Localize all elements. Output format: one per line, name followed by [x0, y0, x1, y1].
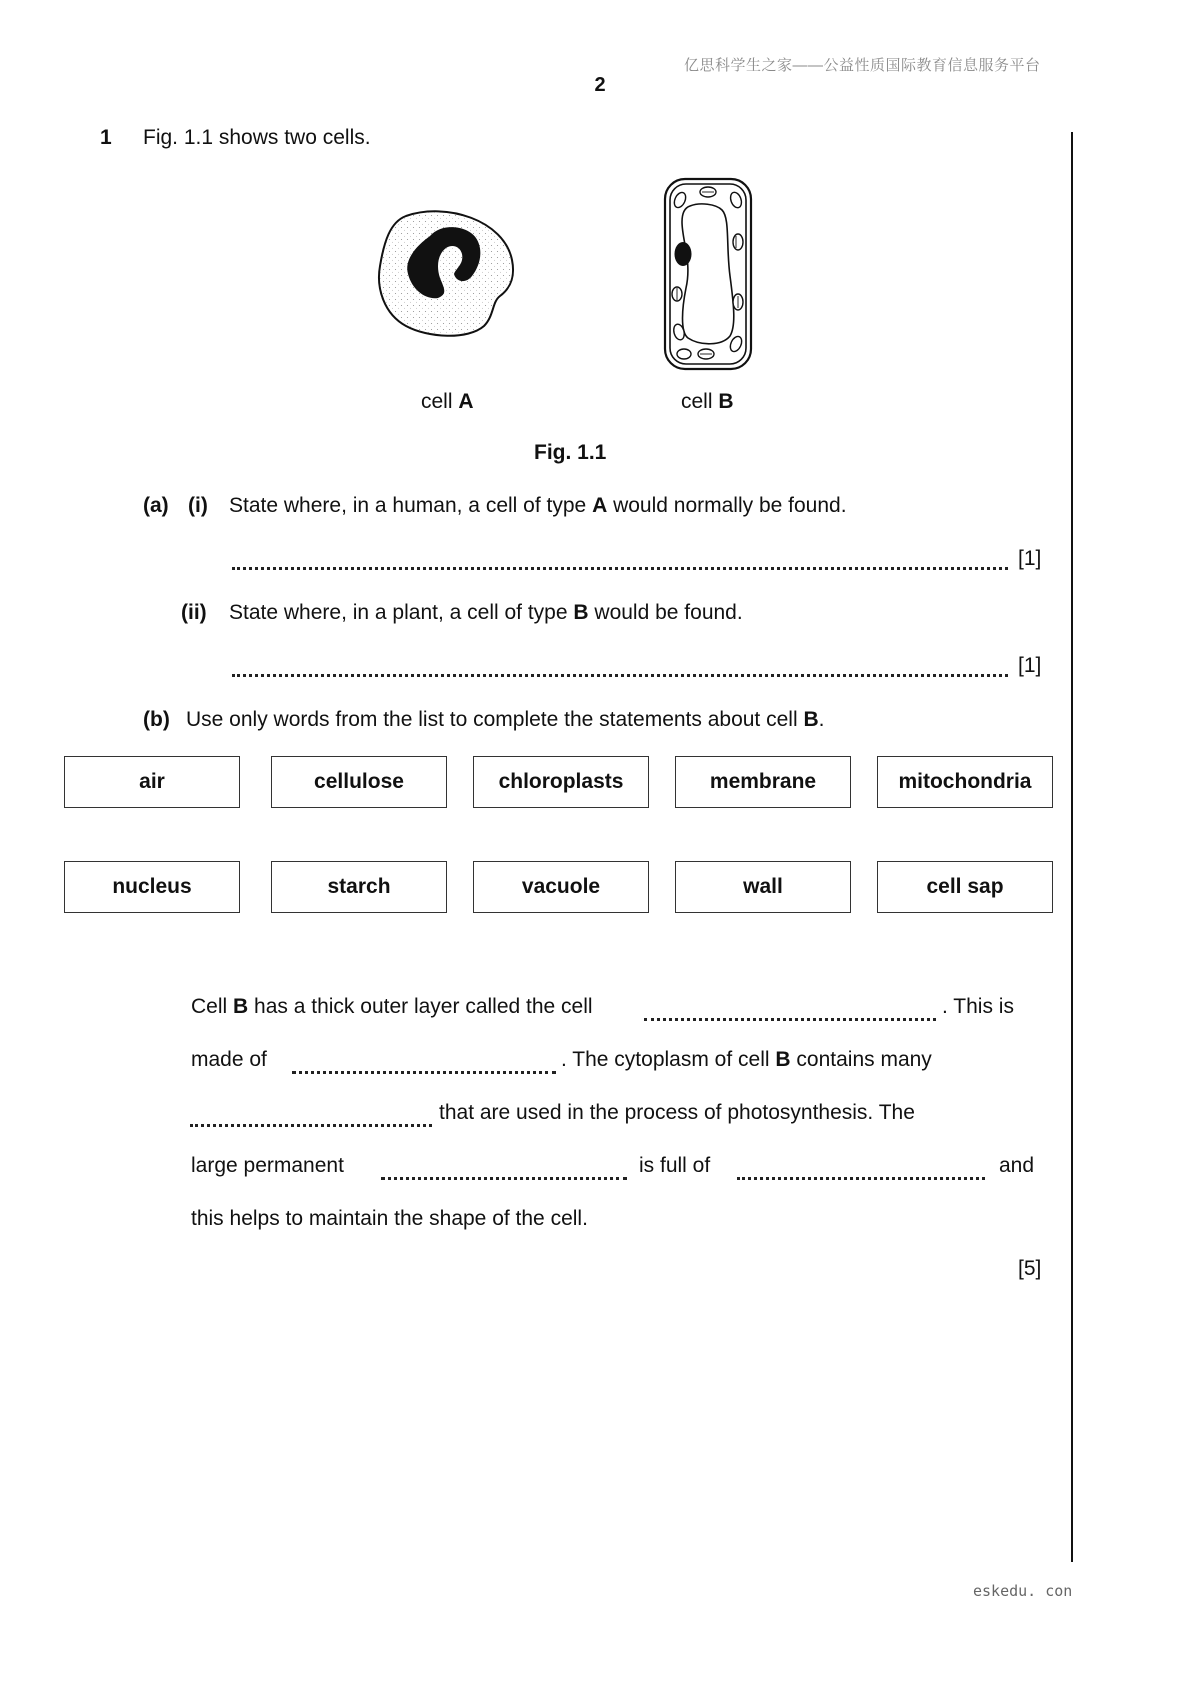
sentence-4-mid: is full of — [639, 1154, 711, 1177]
cell-a-label: cell A — [421, 390, 474, 413]
word-box-wall: wall — [675, 861, 851, 913]
cell-a-diagram — [376, 208, 518, 340]
cell-b-label: cell B — [681, 390, 734, 413]
part-a-label: (a) — [143, 494, 169, 517]
blank-5[interactable] — [737, 1177, 985, 1180]
answer-line-a-i[interactable] — [232, 567, 1008, 570]
blank-2[interactable] — [292, 1071, 556, 1074]
word-box-cellulose: cellulose — [271, 756, 447, 808]
word-box-air: air — [64, 756, 240, 808]
part-b-instruction: Use only words from the list to complete the statements about cell B. — [186, 708, 825, 731]
sentence-4-end: and — [999, 1154, 1035, 1177]
marks-a-i: [1] — [1018, 547, 1042, 570]
footer-site: eskedu. con — [973, 1582, 1073, 1600]
word-box-mitochondria: mitochondria — [877, 756, 1053, 808]
cell-b-diagram — [660, 176, 758, 374]
sentence-3: that are used in the process of photosynthesis. The — [439, 1101, 915, 1124]
blank-1[interactable] — [644, 1018, 936, 1021]
part-a-ii-question: State where, in a plant, a cell of type B would be found. — [229, 601, 743, 624]
question-intro: Fig. 1.1 shows two cells. — [143, 126, 371, 149]
part-a-ii-label: (ii) — [181, 601, 207, 624]
watermark: 亿思科学生之家——公益性质国际教育信息服务平台 — [684, 57, 1041, 74]
sentence-1-end: . This is — [942, 995, 1014, 1018]
answer-line-a-ii[interactable] — [232, 674, 1008, 677]
sentence-4-start: large permanent — [191, 1154, 344, 1177]
part-a-i-question: State where, in a human, a cell of type A would normally be found. — [229, 494, 847, 517]
question-number: 1 — [100, 126, 112, 149]
word-box-chloroplasts: chloroplasts — [473, 756, 649, 808]
sentence-5: this helps to maintain the shape of the cell. — [191, 1207, 588, 1230]
margin-line — [1071, 132, 1073, 1562]
marks-b: [5] — [1018, 1257, 1042, 1280]
sentence-1-start: Cell B has a thick outer layer called the cell — [191, 995, 593, 1018]
marks-a-ii: [1] — [1018, 654, 1042, 677]
figure-caption: Fig. 1.1 — [534, 441, 607, 464]
sentence-2-end: . The cytoplasm of cell B contains many — [561, 1048, 932, 1071]
word-box-starch: starch — [271, 861, 447, 913]
part-a-i-label: (i) — [188, 494, 208, 517]
word-box-cell-sap: cell sap — [877, 861, 1053, 913]
word-box-vacuole: vacuole — [473, 861, 649, 913]
word-box-membrane: membrane — [675, 756, 851, 808]
blank-4[interactable] — [381, 1177, 627, 1180]
page-number: 2 — [594, 74, 606, 96]
blank-3[interactable] — [190, 1124, 432, 1127]
part-b-label: (b) — [143, 708, 170, 731]
word-box-nucleus: nucleus — [64, 861, 240, 913]
sentence-2-start: made of — [191, 1048, 267, 1071]
